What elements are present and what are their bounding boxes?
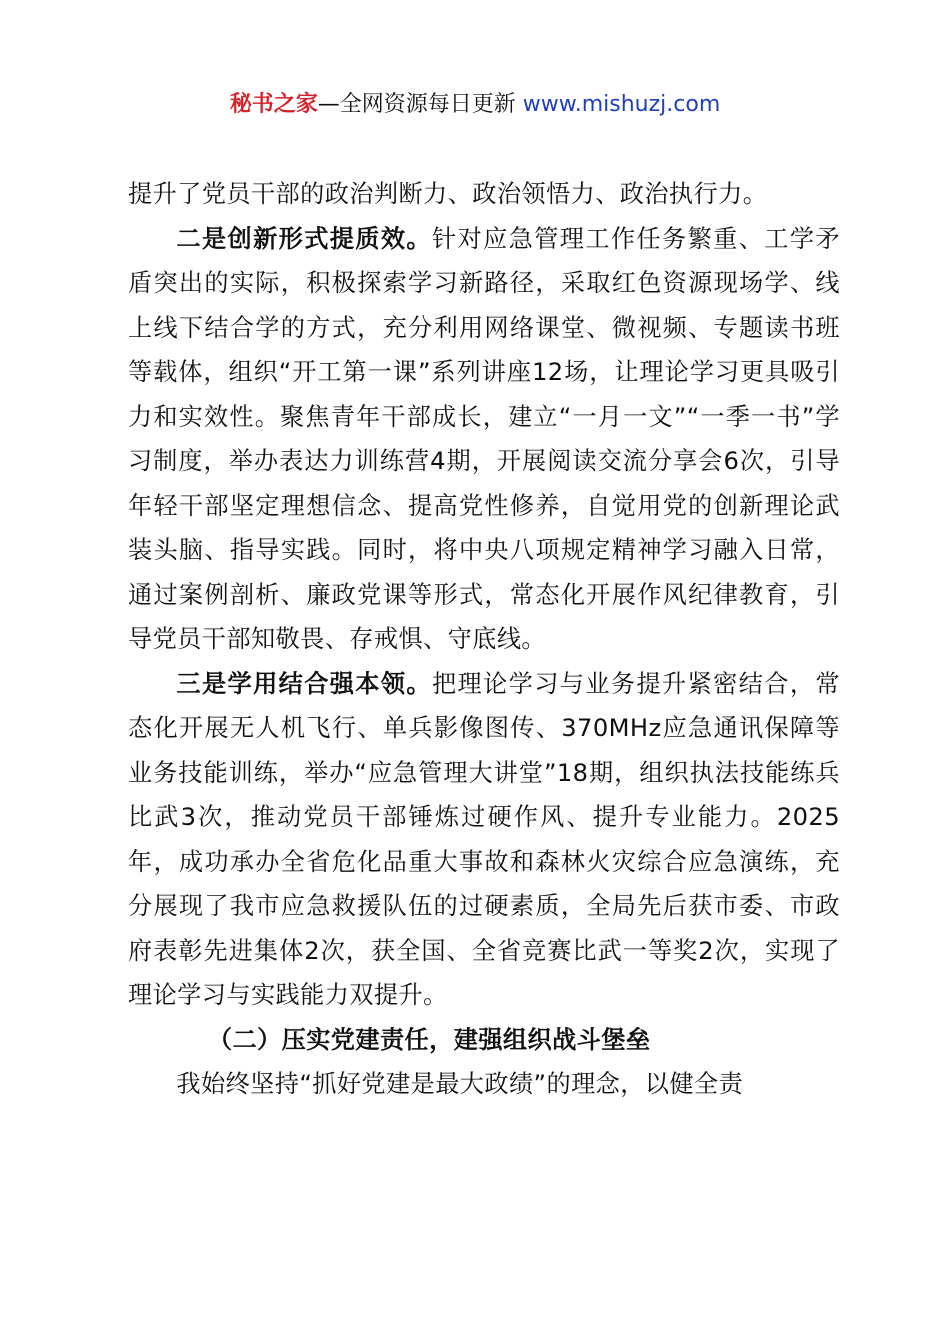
paragraph-2-lead: 二是创新形式提质效。 [176, 224, 432, 253]
document-body [128, 172, 840, 1107]
paragraph-2 [128, 217, 840, 662]
paragraph-3-lead: 三是学用结合强本领。 [176, 669, 432, 698]
paragraph-1: 提升了党员干部的政治判断力、政治领悟力、政治执行力。 [128, 180, 768, 208]
header-tagline: —全网资源每日更新 [317, 92, 523, 117]
site-link[interactable]: www.mishuzj.com [522, 92, 721, 117]
paragraph-3 [128, 662, 840, 1018]
section-heading: （二）压实党建责任，建强组织战斗堡垒 [207, 1025, 651, 1054]
paragraph-3-text: 把理论学习与业务提升紧密结合，常态化开展无人机飞行、单兵影像图传、370MHz应急通讯保障等业务技能训练，举办“应急管理大讲堂”18期，组织执法技能练兵比武3次，推动党员干部锤炼过硬作风、提升专业能力。2025年，成功承办全省危化品重大事故和森林火灾综合应急演练，充分展现了我市应急救援队伍的过硬素质，全局先后获市委、市政府表彰先进集体2次，获全国、全省竞赛比武一等奖2次，实现了理论学习与实践能力双提升。 [128, 669, 840, 1009]
paragraph-2-text: 针对应急管理工作任务繁重、工学矛盾突出的实际，积极探索学习新路径，采取红色资源现场学、线上线下结合学的方式，充分利用网络课堂、微视频、专题读书班等载体，组织“开工第一课”系列讲座12场，让理论学习更具吸引力和实效性。聚焦青年干部成长，建立“一月一文”“一季一书”学习制度，举办表达力训练营4期，开展阅读交流分享会6次，引导年轻干部坚定理想信念、提高党性修养，自觉用党的创新理论武装头脑、指导实践。同时，将中央八项规定精神学习融入日常，通过案例剖析、廉政党课等形式，常态化开展作风纪律教育，引导党员干部知敬畏、存戒惧、守底线。 [128, 224, 840, 653]
paragraph-4: 我始终坚持“抓好党建是最大政绩”的理念，以健全责 [176, 1070, 744, 1098]
brand-name: 秘书之家 [229, 92, 318, 117]
document-header [0, 88, 950, 122]
